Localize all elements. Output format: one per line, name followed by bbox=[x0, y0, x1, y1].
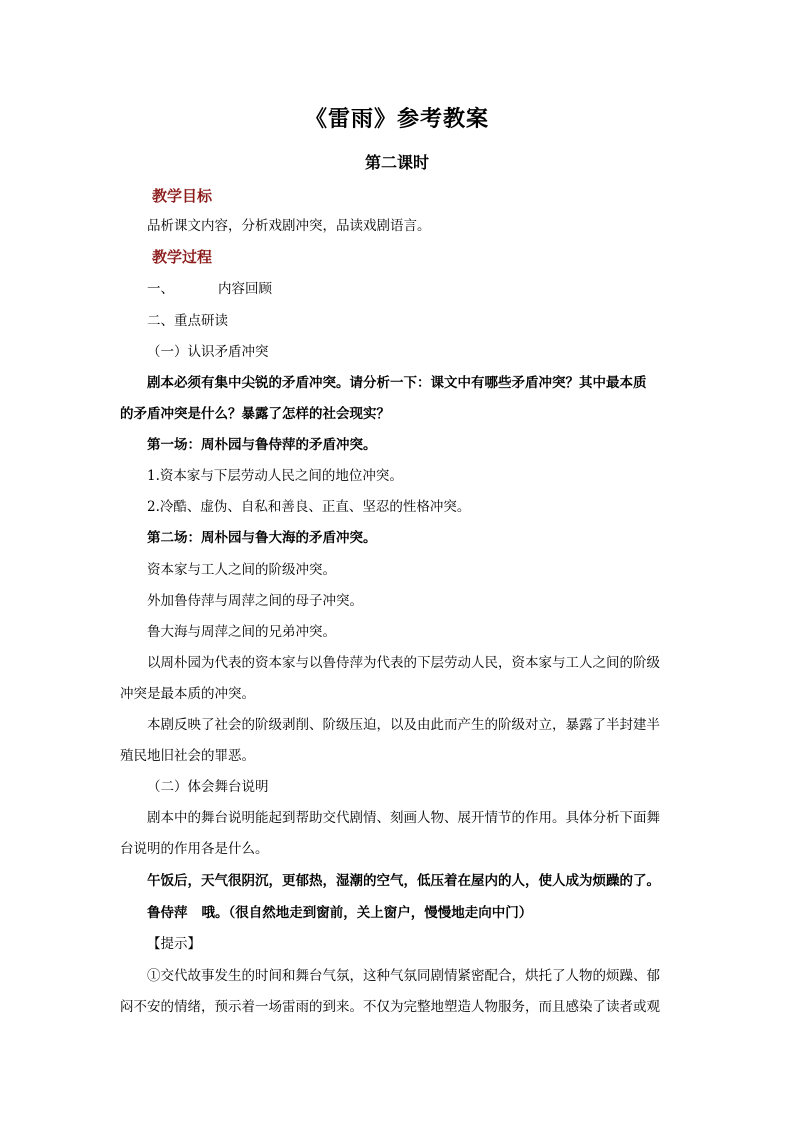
question-line-2: 的矛盾冲突是什么？暴露了怎样的社会现实？ bbox=[120, 406, 390, 422]
summary-1-line-1: 以周朴园为代表的资本家与以鲁侍萍为代表的下层劳动人民，资本家与工人之间的阶级 bbox=[147, 655, 660, 671]
document-title: 《雷雨》参考教案 bbox=[304, 106, 489, 132]
stage-text-line-2: 台说明的作用各是什么。 bbox=[120, 841, 269, 857]
section-conflict: （一）认识矛盾冲突 bbox=[147, 344, 269, 360]
step-1-number: 一、 bbox=[147, 281, 174, 297]
tip-label: 【提示】 bbox=[147, 936, 201, 952]
quote-1: 午饭后，天气很阴沉，更郁热，湿潮的空气，低压着在屋内的人，使人成为烦躁的了。 bbox=[147, 873, 660, 889]
goal-text: 品析课文内容，分析戏剧冲突，品读戏剧语言。 bbox=[147, 218, 431, 234]
step-2: 二、重点研读 bbox=[147, 313, 228, 329]
heading-teaching-process: 教学过程 bbox=[152, 248, 213, 266]
tip-line-2: 闷不安的情绪，预示着一场雷雨的到来。不仅为完整地塑造人物服务，而且感染了读者或观 bbox=[120, 999, 660, 1015]
step-1 bbox=[147, 279, 272, 299]
scene-2-heading: 第二场：周朴园与鲁大海的矛盾冲突。 bbox=[147, 530, 377, 546]
summary-1-line-2: 冲突是最本质的冲突。 bbox=[120, 686, 255, 702]
quote-2-speaker: 鲁侍萍 bbox=[147, 905, 188, 921]
scene-2-point-2: 外加鲁侍萍与周萍之间的母子冲突。 bbox=[147, 593, 363, 609]
scene-1-point-1: 1.资本家与下层劳动人民之间的地位冲突。 bbox=[147, 468, 403, 484]
summary-2-line-2: 殖民地旧社会的罪恶。 bbox=[120, 748, 255, 764]
scene-2-point-1: 资本家与工人之间的阶级冲突。 bbox=[147, 562, 336, 578]
scene-1-heading: 第一场：周朴园与鲁侍萍的矛盾冲突。 bbox=[147, 437, 377, 453]
stage-text-line-1: 剧本中的舞台说明能起到帮助交代剧情、刻画人物、展开情节的作用。具体分析下面舞 bbox=[147, 810, 660, 826]
scene-2-point-3: 鲁大海与周萍之间的兄弟冲突。 bbox=[147, 624, 336, 640]
step-1-text: 内容回顾 bbox=[218, 281, 272, 297]
lesson-subtitle: 第二课时 bbox=[364, 153, 429, 172]
quote-2 bbox=[147, 903, 532, 923]
heading-teaching-goal: 教学目标 bbox=[152, 187, 213, 205]
quote-2-text: 哦。（很自然地走到窗前，关上窗户，慢慢地走向中门） bbox=[201, 905, 533, 921]
tip-line-1: ①交代故事发生的时间和舞台气氛，这种气氛同剧情紧密配合，烘托了人物的烦躁、郁 bbox=[147, 968, 660, 984]
scene-1-point-2: 2.冷酷、虚伪、自私和善良、正直、坚忍的性格冲突。 bbox=[147, 499, 471, 515]
question-line-1: 剧本必须有集中尖锐的矛盾冲突。请分析一下：课文中有哪些矛盾冲突？其中最本质 bbox=[147, 375, 647, 391]
summary-2-line-1: 本剧反映了社会的阶级剥削、阶级压迫，以及由此而产生的阶级对立，暴露了半封建半 bbox=[147, 717, 660, 733]
section-stage-directions: （二）体会舞台说明 bbox=[147, 779, 269, 795]
